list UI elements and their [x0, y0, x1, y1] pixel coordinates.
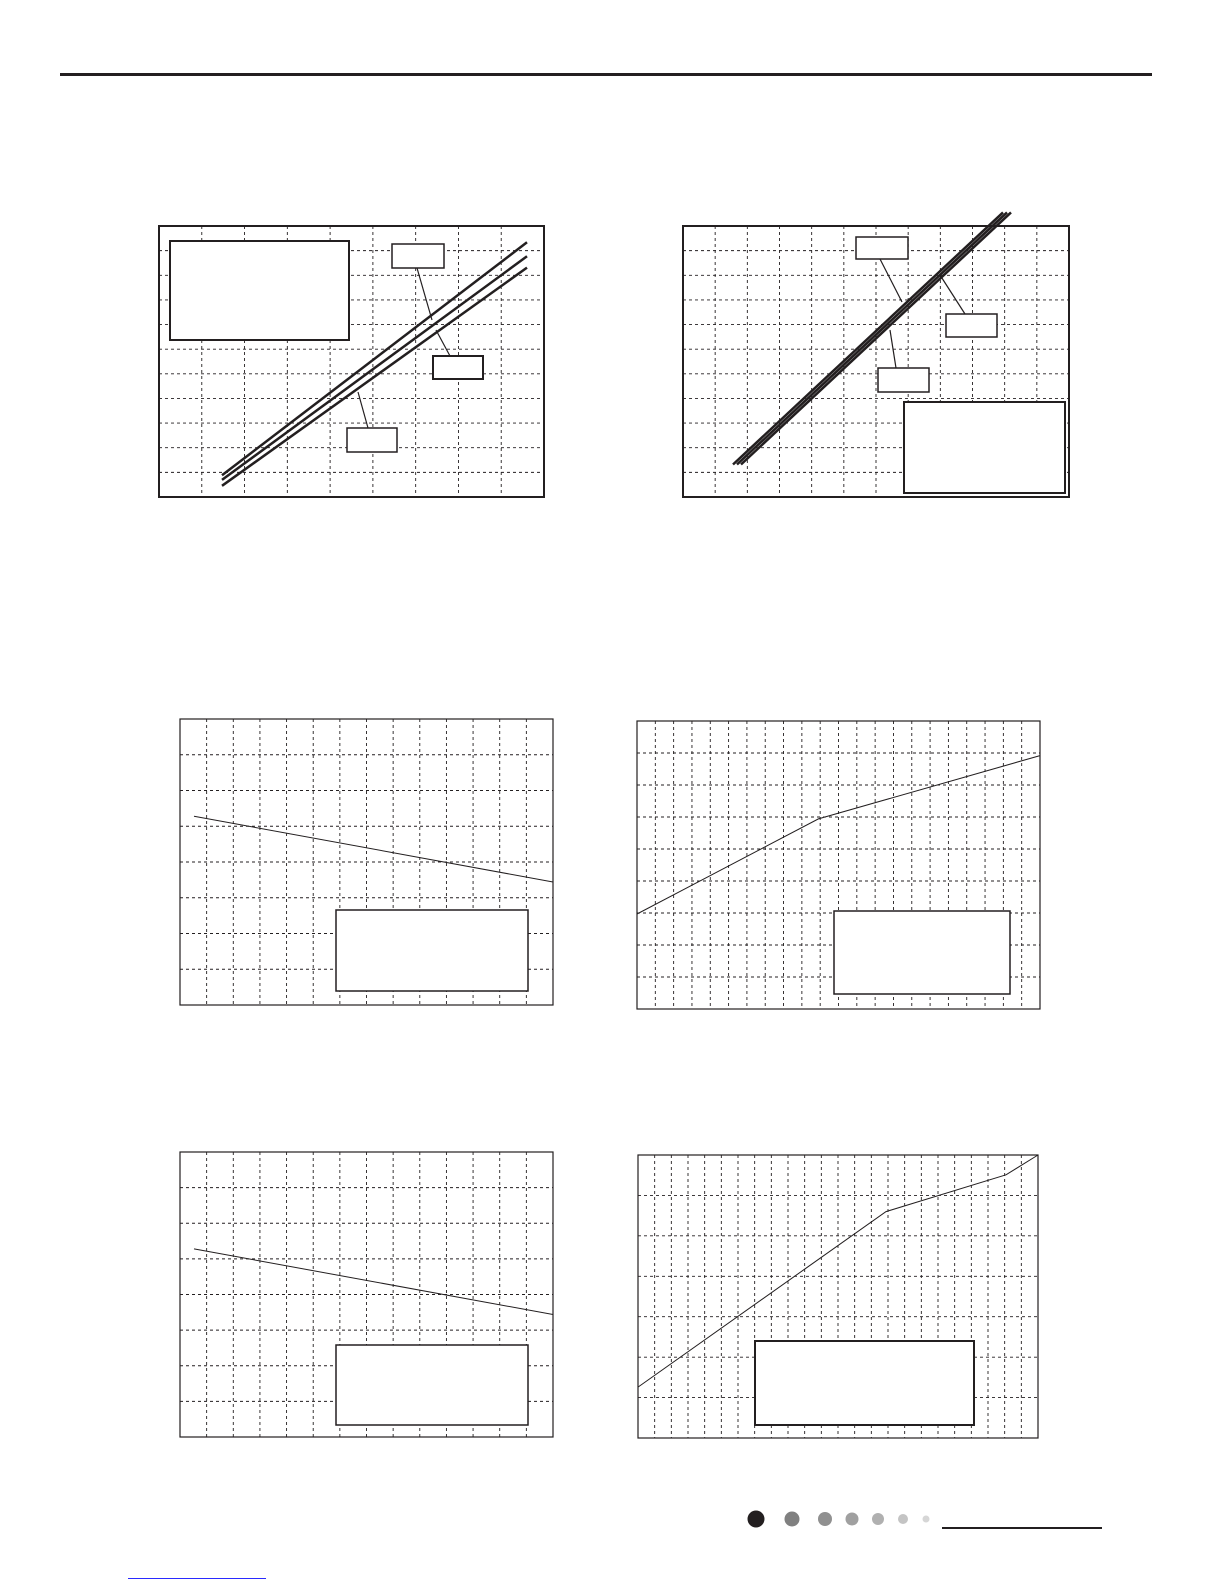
- bottom-link-line[interactable]: [128, 1578, 266, 1579]
- dot-1: [748, 1511, 765, 1528]
- chart-1-legend-box: [170, 241, 349, 340]
- dot-4: [846, 1513, 859, 1526]
- chart-1: [159, 226, 544, 497]
- chart-4-legend-box: [834, 911, 1010, 994]
- dot-3: [818, 1512, 832, 1526]
- chart-1-arrow-a: [417, 268, 432, 320]
- chart-6-legend-box: [755, 1341, 974, 1425]
- chart-6: [638, 1155, 1038, 1438]
- dot-7: [923, 1516, 930, 1523]
- chart-1-arrow-b: [436, 330, 450, 356]
- footer-rule: [942, 1527, 1102, 1529]
- chart-2-arrow-b: [940, 275, 965, 314]
- dot-5: [872, 1513, 884, 1525]
- chart-1-callout-a: [392, 244, 444, 268]
- dot-2: [785, 1512, 800, 1527]
- chart-5: [180, 1152, 553, 1437]
- chart-2-callout-b: [946, 314, 997, 337]
- chart-4: [637, 721, 1040, 1009]
- chart-2-legend-box: [904, 402, 1065, 493]
- chart-3-legend-box: [336, 910, 528, 991]
- dot-6: [898, 1514, 908, 1524]
- page-dots: [746, 1509, 946, 1529]
- chart-2-callout-c: [878, 368, 929, 392]
- chart-1-callout-c: [347, 428, 397, 452]
- chart-2: [683, 212, 1069, 497]
- chart-3: [180, 719, 553, 1005]
- chart-2-callout-a: [856, 237, 908, 259]
- chart-1-arrow-c: [358, 392, 368, 428]
- chart-2-arrow-a: [880, 259, 902, 302]
- chart-1-callout-b: [433, 356, 483, 379]
- chart-5-legend-box: [336, 1345, 528, 1425]
